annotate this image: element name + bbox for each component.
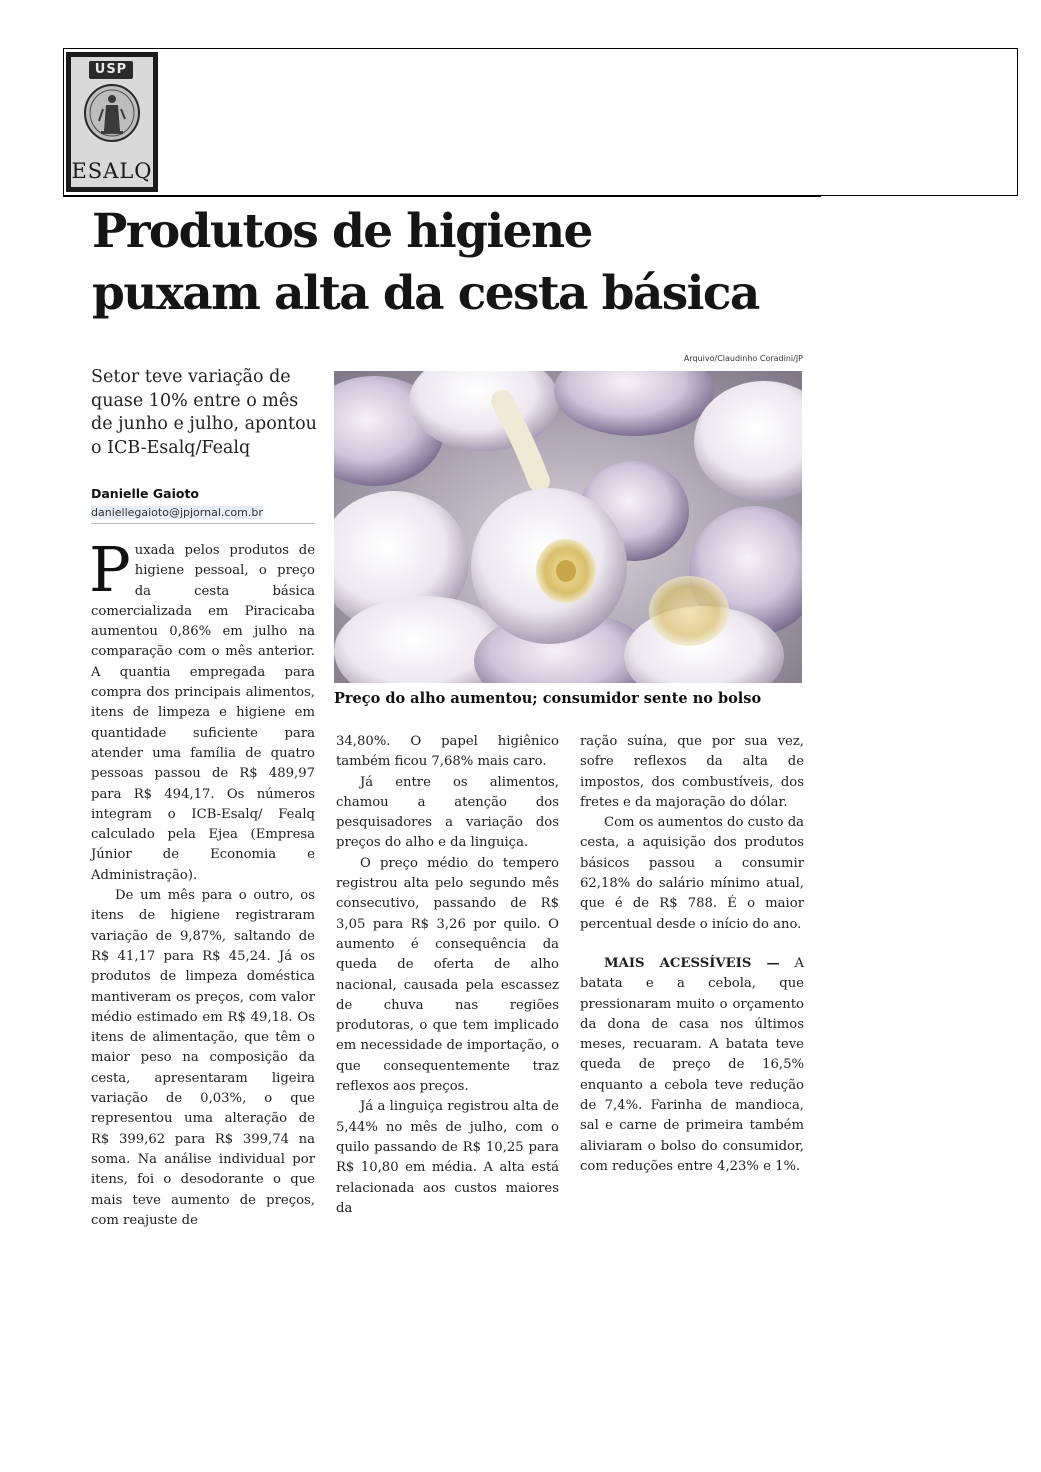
garlic-photo [334,371,802,683]
article-subhead: Setor teve variação de quase 10% entre o mês de junho e julho, apontou o ICB-Esalq/Fealq [91,367,317,458]
author-divider [91,523,315,524]
author-email-link[interactable]: daniellegaioto@jpjornal.com.br [91,506,263,519]
garlic-photo-illustration [334,371,802,683]
paragraph: De um mês para o outro, os itens de higiene registraram variação de 9,87%, saltando de R$ 41,17 para R$ 45,24. Já os produtos de limpeza doméstica mantiveram os preços, com valor médio estimado em R$ 49,18. Os itens de alimentação, que têm o maior peso na composição da cesta, apresentaram ligeira variação de 0,03%, o que representou uma alteração de R$ 399,62 para R$ 399,74 na soma. Na análise individual por itens, foi o desodorante o que mais teve aumento de preços, com reajuste de [91,888,315,1228]
paragraph: Já a linguiça registrou alta de 5,44% no mês de julho, com o quilo passando de R$ 10,25 para R$ 10,80 em média. A alta está relacionada aos custos maiores da [336,1099,559,1216]
seal-icon [83,83,141,143]
article-column-1 [89,533,315,1231]
photo-credit: Arquivo/Claudinho Coradini/JP [683,354,803,363]
paragraph: O preço médio do tempero registrou alta pelo segundo mês consecutivo, passando de R$ 3,05 para R$ 3,26 por quilo. O aumento é consequência da queda de oferta de alho nacional, causada pela escassez de chuva nas regiões produtoras, o que tem implicado em necessidade de importação, o que consequentemente traz reflexos aos preços. [336,855,560,1095]
author-name: Danielle Gaioto [91,486,200,501]
article-headline [92,201,852,325]
logo-panel [71,57,153,187]
header-box [63,48,1018,196]
paragraph [89,533,315,886]
header-divider [63,196,821,197]
paragraph: ração suína, que por sua vez, sofre reflexos da alta de impostos, dos combustíveis, dos fretes e da majoração do dólar. [580,734,804,810]
article-column-3 [580,732,804,1177]
paragraph-text: A batata e a cebola, que pressionaram muito o orçamento da dona de casa nos últimos meses, recuaram. A batata teve queda de preço de 16,5% enquanto a cebola teve redução de 7,4%. Farinha de mandioca, sal e carne de primeira também aliviaram o bolso do consumidor, com reduções entre 4,23% e 1%. [580,955,805,1174]
logo-usp-text: USP [89,61,133,79]
logo-esalq-text: ESALQ [71,159,153,183]
paragraph: Já entre os alimentos, chamou a atenção dos pesquisadores a variação dos preços do alho e da linguiça. [336,774,559,851]
drop-cap: P [89,533,131,606]
headline-line-1: Produtos de higiene [92,204,592,259]
article-column-2 [336,732,559,1219]
photo-caption: Preço do alho aumentou; consumidor sente no bolso [334,690,762,707]
paragraph: Com os aumentos do custo da cesta, a aquisição dos produtos básicos passou a consumir 62,18% do salário mínimo atual, que é de R$ 788. É o maior percentual desde o início do ano. [580,815,804,932]
section-subtitle: MAIS ACESSÍVEIS — [604,955,780,971]
paragraph: 34,80%. O papel higiênico também ficou 7,68% mais caro. [336,734,559,770]
paragraph [580,954,804,1177]
headline-line-2: puxam alta da cesta básica [92,266,759,321]
esalq-logo [66,52,158,192]
paragraph-text: uxada pelos produtos de higiene pessoal, o preço da cesta básica comercializada em Piracicaba aumentou 0,86% em julho na comparação com o mês anterior. A quantia empregada para compra dos principais alimentos, itens de limpeza e higiene em quantidade suficiente para atender uma família de quatro pessoas passou de R$ 489,97 para R$ 494,17. Os números integram o ICB-Esalq/ Fealq calculado pela Ejea (Empresa Júnior de Economia e Administração). [91,543,315,883]
